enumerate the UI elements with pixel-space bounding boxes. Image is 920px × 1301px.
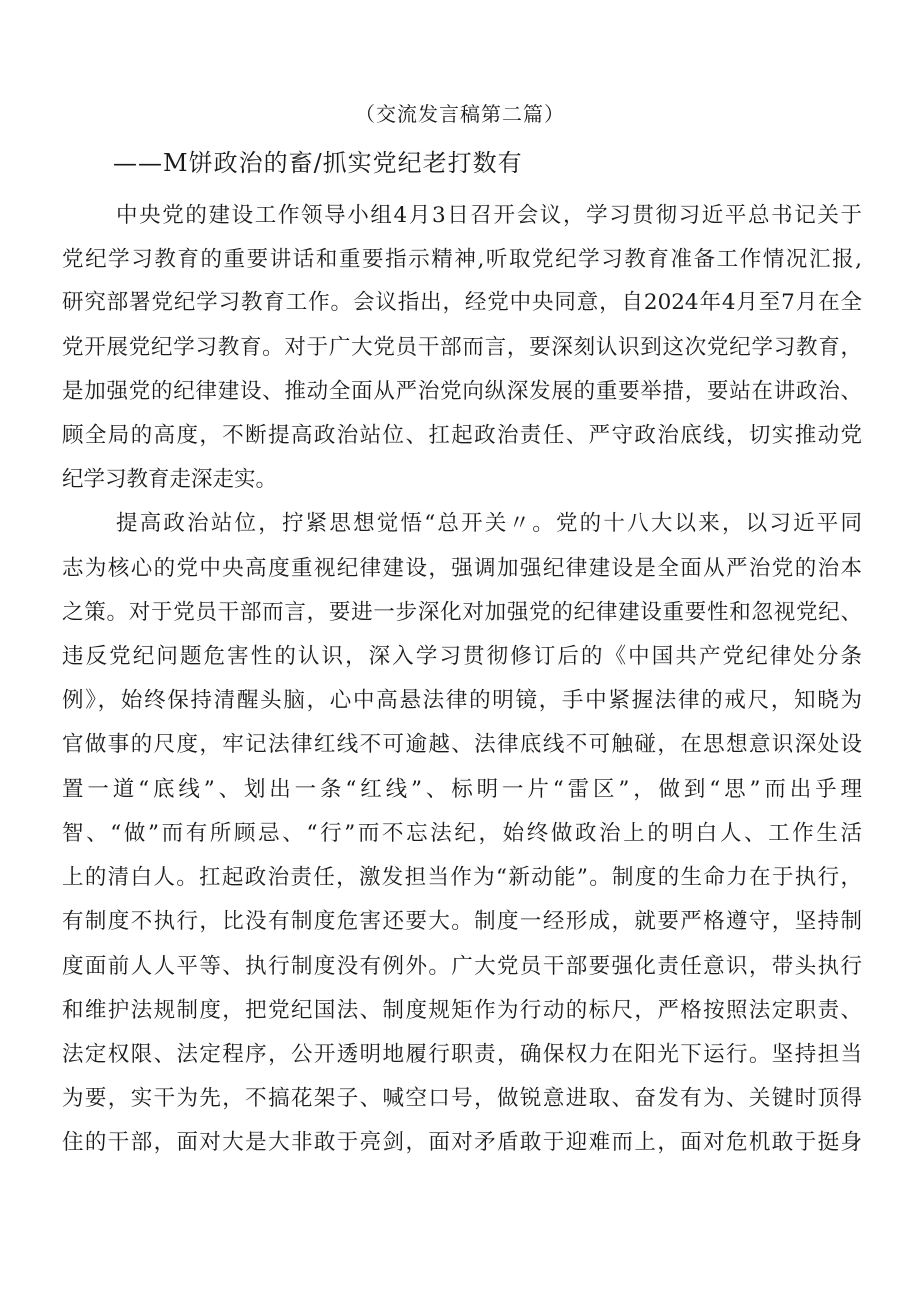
paragraph-1-line-5: 是加强党的纪律建设、推动全面从严治党向纵深发展的重要举措，要站在讲政治、 bbox=[62, 379, 862, 404]
paragraph-2-line-4: 违反党纪问题危害性的认识，深入学习贯彻修订后的《中国共产党纪律处分条 bbox=[62, 644, 862, 669]
paragraph-2-line-11: 度面前人人平等、执行制度没有例外。广大党员干部要强化责任意识，带头执行 bbox=[62, 954, 862, 979]
paragraph-2-line-7: 置一道“底线”、划出一条“红线”、标明一片“雷区”，做到“思”而出乎理 bbox=[62, 777, 862, 802]
document-title: ——M饼政治的畜/抓实党纪老打数有 bbox=[113, 149, 523, 177]
paragraph-1-line-6: 顾全局的高度，不断提高政治站位、扛起政治责任、严守政治底线，切实推动党 bbox=[62, 423, 862, 448]
paragraph-2-line-5: 例》，始终保持清醒头脑，心中高悬法律的明镜，手中紧握法律的戒尺，知晓为 bbox=[62, 688, 862, 713]
paragraph-2-line-6: 官做事的尺度，牢记法律红线不可逾越、法律底线不可触碰，在思想意识深处设 bbox=[62, 732, 862, 757]
document-subtitle: （交流发言稿第二篇） bbox=[355, 102, 565, 126]
paragraph-1-line-1: 中央党的建设工作领导小组4月3日召开会议，学习贯彻习近平总书记关于 bbox=[116, 203, 862, 228]
paragraph-2-line-1: 提高政治站位，拧紧思想觉悟“总开关〃。党的十八大以来，以习近平同 bbox=[116, 511, 862, 536]
paragraph-1-line-3: 研究部署党纪学习教育工作。会议指出，经党中央同意，自2024年4月至7月在全 bbox=[62, 290, 862, 315]
paragraph-1-line-4: 党开展党纪学习教育。对于广大党员干部而言，要深刻认识到这次党纪学习教育， bbox=[62, 335, 862, 360]
paragraph-2-line-10: 有制度不执行，比没有制度危害还要大。制度一经形成，就要严格遵守，坚持制 bbox=[62, 909, 862, 934]
paragraph-2-line-12: 和维护法规制度，把党纪国法、制度规矩作为行动的标尺，严格按照法定职责、 bbox=[62, 998, 862, 1023]
paragraph-1-line-2: 党纪学习教育的重要讲话和重要指示精神,听取党纪学习教育准备工作情况汇报, bbox=[62, 247, 862, 272]
paragraph-2-line-3: 之策。对于党员干部而言，要进一步深化对加强党的纪律建设重要性和忽视党纪、 bbox=[62, 600, 862, 625]
paragraph-2-line-8: 智、“做”而有所顾忌、“行”而不忘法纪，始终做政治上的明白人、工作生活 bbox=[62, 821, 862, 846]
paragraph-2-line-14: 为要，实干为先，不搞花架子、喊空口号，做锐意进取、奋发有为、关键时顶得 bbox=[62, 1086, 862, 1111]
paragraph-2-line-9: 上的清白人。扛起政治责任，激发担当作为“新动能”。制度的生命力在于执行， bbox=[62, 865, 862, 890]
paragraph-2-line-13: 法定权限、法定程序，公开透明地履行职责，确保权力在阳光下运行。坚持担当 bbox=[62, 1042, 862, 1067]
paragraph-2-line-15: 住的干部，面对大是大非敢于亮剑，面对矛盾敢于迎难而上，面对危机敢于挺身 bbox=[62, 1130, 862, 1155]
paragraph-2-line-2: 志为核心的党中央高度重视纪律建设，强调加强纪律建设是全面从严治党的治本 bbox=[62, 556, 862, 581]
paragraph-1-line-7: 纪学习教育走深走实。 bbox=[62, 467, 278, 492]
